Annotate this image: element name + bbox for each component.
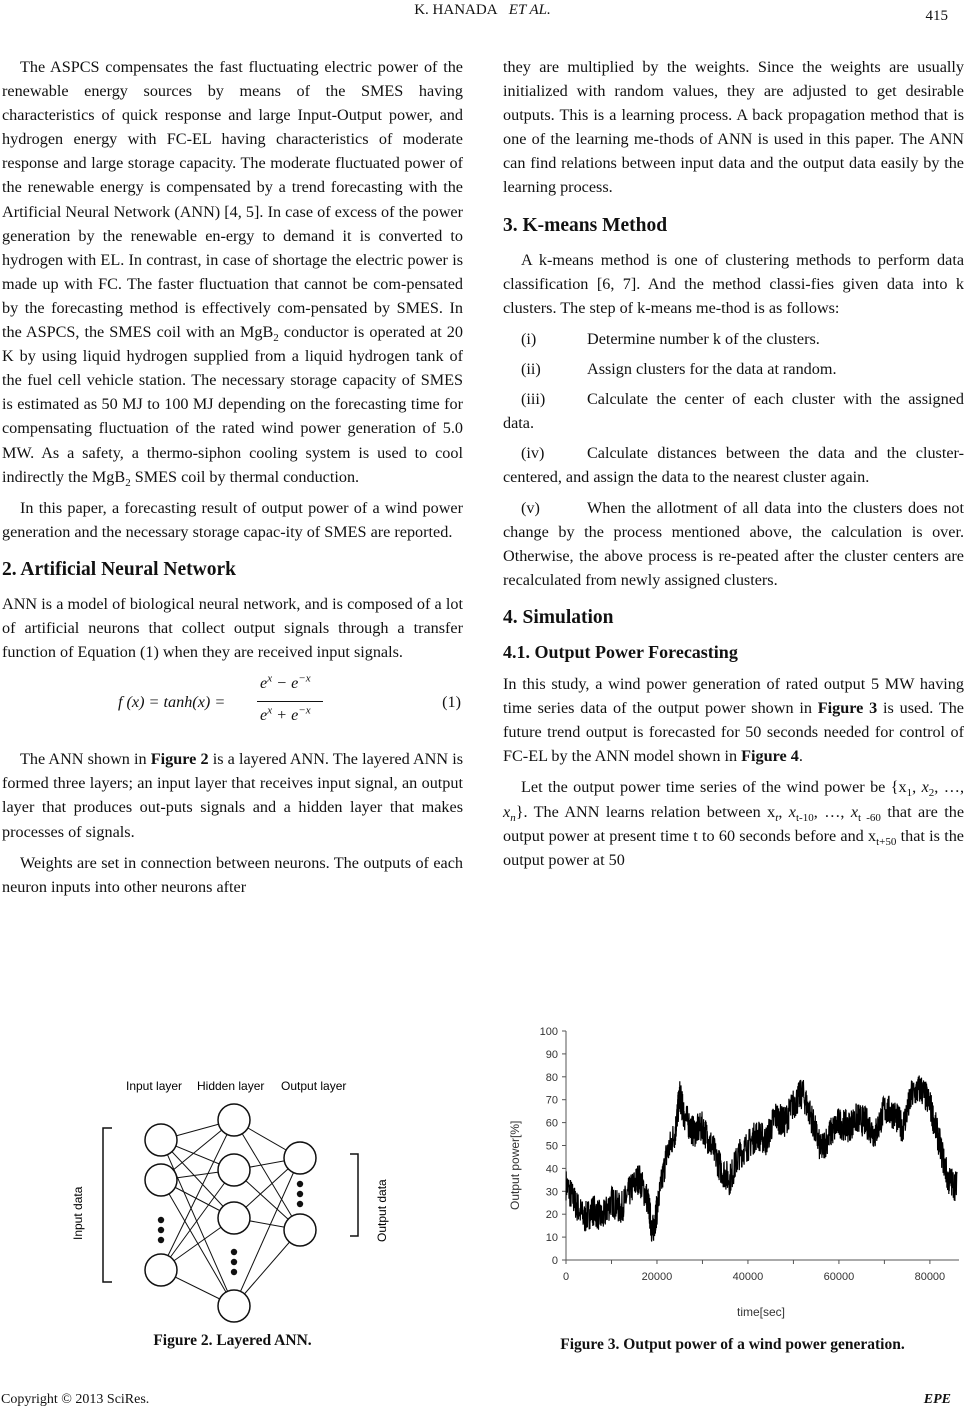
output-bracket bbox=[350, 1154, 358, 1236]
ellipsis-dot bbox=[231, 1249, 237, 1255]
input-bracket bbox=[103, 1128, 112, 1282]
output-data-label: Output data bbox=[375, 1179, 389, 1242]
chart-series bbox=[566, 1076, 957, 1242]
ellipsis-dot bbox=[297, 1181, 303, 1187]
x-tick-label: 60000 bbox=[823, 1271, 855, 1283]
y-tick-label: 70 bbox=[545, 1094, 558, 1107]
neuron bbox=[218, 1290, 250, 1322]
subsection-heading: 4.1. Output Power Forecasting bbox=[503, 641, 738, 662]
y-tick-label: 100 bbox=[539, 1026, 558, 1038]
paragraph: The ANN shown in Figure 2 is a layered ANN. The layered ANN is formed three layers; an input layer that receives input signal, an output layer that produces out-puts signals and a hidden layer that makes processes of signals. bbox=[2, 750, 463, 841]
neuron bbox=[284, 1214, 316, 1246]
neuron bbox=[218, 1154, 250, 1186]
list-item: (iii) Calculate the center of each cluster with the assigned data. bbox=[503, 390, 964, 433]
list-item: (iv) Calculate distances between the data and the cluster-centered, and assign the data to the nearest cluster again. bbox=[503, 444, 964, 487]
x-tick-label: 20000 bbox=[641, 1271, 673, 1283]
neuron bbox=[284, 1142, 316, 1174]
ellipsis-dot bbox=[158, 1227, 164, 1233]
x-tick-label: 40000 bbox=[732, 1271, 764, 1283]
paragraph: In this paper, a forecasting result of output power of a wind power generation and the necessary storage capac-ity of SMES are reported. bbox=[2, 498, 463, 541]
y-tick-label: 50 bbox=[545, 1140, 558, 1153]
y-tick-label: 40 bbox=[545, 1163, 558, 1176]
section-heading: 4. Simulation bbox=[503, 606, 614, 628]
y-tick-label: 20 bbox=[545, 1209, 558, 1222]
input-layer-label: Input layer bbox=[126, 1079, 183, 1093]
running-head: K. HANADA ET AL. bbox=[414, 2, 551, 18]
right-column bbox=[503, 55, 964, 879]
paragraph: they are multiplied by the weights. Since the weights are usually initialized with random values, they are adjusted to get desirable outputs. This is a learning process. A back propagation method that is one of the learning me-thods of ANN is used in this paper. The ANN can find relations between input data and the output data easily by the learning process. bbox=[503, 58, 964, 197]
input-data-label: Input data bbox=[71, 1186, 85, 1240]
figure-3-caption: Figure 3. Output power of a wind power generation. bbox=[560, 1336, 905, 1353]
left-column bbox=[0, 55, 463, 906]
journal-name: EPE bbox=[923, 1392, 951, 1407]
neuron bbox=[145, 1124, 177, 1156]
x-tick-label: 80000 bbox=[914, 1271, 946, 1283]
paragraph: In this study, a wind power generation of rated output 5 MW having time series data of the output power shown in Figure 3 is used. The future trend output is forecasted for 50 seconds needed for control of FC-EL by the ANN model shown in Figure 4. bbox=[503, 675, 964, 766]
ellipsis-dot bbox=[158, 1217, 164, 1223]
paragraph: ANN is a model of biological neural network, and is composed of a lot of artificial neurons that collect output signals through a transfer function of Equation (1) when they are received input signals. bbox=[2, 594, 463, 662]
chart-xlabel: time[sec] bbox=[737, 1305, 786, 1319]
y-tick-label: 90 bbox=[545, 1048, 558, 1061]
copyright: Copyright © 2013 SciRes. bbox=[1, 1392, 150, 1407]
output-layer-label: Output layer bbox=[281, 1079, 347, 1093]
hidden-layer-label: Hidden layer bbox=[197, 1079, 265, 1093]
list-item: (ii) Assign clusters for the data at random. bbox=[521, 360, 837, 379]
page-number: 415 bbox=[925, 8, 948, 24]
ellipsis-dot bbox=[231, 1269, 237, 1275]
ellipsis-dot bbox=[297, 1191, 303, 1197]
y-tick-label: 10 bbox=[545, 1232, 558, 1245]
neuron bbox=[145, 1164, 177, 1196]
ellipsis-dot bbox=[231, 1259, 237, 1265]
y-tick-label: 30 bbox=[545, 1186, 558, 1199]
ellipsis-dot bbox=[297, 1201, 303, 1207]
chart-ylabel: Output power[%] bbox=[508, 1120, 522, 1210]
figure-2-caption: Figure 2. Layered ANN. bbox=[153, 1332, 312, 1349]
paragraph: A k-means method is one of clustering methods to perform data classification [6, 7]. And the method classi-fies given data into k clusters. The step of k-means me-thod is as follows: bbox=[503, 250, 964, 317]
y-tick-label: 0 bbox=[551, 1255, 558, 1267]
neuron bbox=[218, 1104, 250, 1136]
paragraph: Let the output power time series of the wind power be {$x_1$, $x_2$, …, $x_n$}. The ANN learns relation between $x_t$, $x_{t-10}$, …, $x_{t -60}$ that are the output power at present time t to 60 seconds before and $x_{t+50}$ that is the output power at 50 bbox=[503, 778, 965, 869]
ellipsis-dot bbox=[158, 1237, 164, 1243]
y-tick-label: 80 bbox=[545, 1071, 558, 1084]
list-item: (v) When the allotment of all data into the clusters does not change by the process mentioned above, the calculation is over. Otherwise, the above process is re-peated after the cluster centers are recalculated from newly assigned clusters. bbox=[503, 498, 964, 589]
series-line bbox=[566, 1076, 957, 1242]
figure-2-ann-diagram bbox=[60, 1070, 400, 1330]
equation-1: f (x) = tanh(x) = $e^x - e^{-x}$ $e^x + e^{-x}$ (1) bbox=[118, 672, 461, 725]
x-tick-label: 0 bbox=[562, 1271, 570, 1283]
neuron bbox=[218, 1202, 250, 1234]
list-item: (i) Determine number k of the clusters. bbox=[521, 329, 820, 348]
neuron bbox=[145, 1254, 177, 1286]
chart-axes bbox=[540, 1026, 959, 1283]
section-heading: 2. Artificial Neural Network bbox=[2, 558, 236, 580]
section-heading: 3. K-means Method bbox=[503, 214, 668, 236]
figure-3-chart bbox=[500, 1000, 965, 1330]
paragraph: The ASPCS compensates the fast fluctuating electric power of the renewable energy sources by means of the SMES having characteristics of quick response and large Input-Output power, and hydrogen energy with FC-EL having characteristics of moderate response and large storage capacity. The moderate fluctuated power of the renewable energy is compensated by a trend forecasting with the Artificial Neural Network (ANN) [4, 5]. In case of excess of the power generation by the renewable en-ergy to demand it is converted to hydrogen with EL. In contrast, in case of shortage the electric power is made up with FC. The faster fluctuation that cannot be com-pensated by the forecasting method is effectively com-pensated by SMES. In the ASPCS, the SMES coil with an MgB$_2$ conductor is operated at 20 K by using liquid hydrogen supplied from a liquid hydrogen tank of the fuel cell vehicle station. The necessary storage capacity of SMES is estimated as 50 MJ to 100 MJ depending on the forecasting time for compensating fluctuation of the rated wind power generation of 5.0 MW. As a safety, a thermo-siphon cooling system is used to cool indirectly the MgB$_2$ SMES coil by thermal conduction. bbox=[2, 58, 463, 489]
paragraph: Weights are set in connection between neurons. The outputs of each neuron inputs into other neurons after bbox=[2, 853, 463, 896]
y-tick-label: 60 bbox=[545, 1117, 558, 1130]
